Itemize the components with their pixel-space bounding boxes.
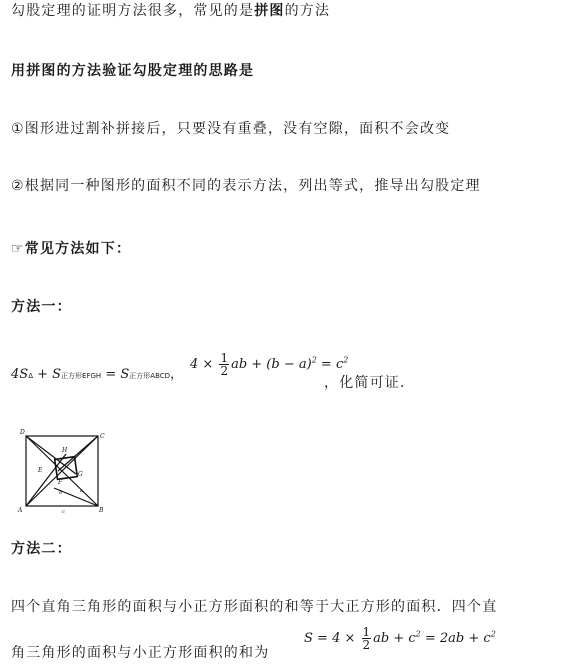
eq1-sub2: 正方形ABCD (129, 372, 171, 380)
method-one-equation-1 (11, 363, 183, 382)
eq1-left: 4S (11, 367, 29, 382)
label-D: D (20, 429, 25, 436)
method-one-heading: 方法一： (11, 299, 72, 315)
eq2-frac-num: 1 (220, 351, 229, 365)
eq2-sup2: 2 (343, 355, 349, 365)
m2-eq-end: = 2ab + c (420, 631, 491, 646)
eq1-plus: + S (32, 367, 62, 382)
eq1-sub1: 正方形EFGH (61, 372, 102, 380)
m2-eq-frac-den: 2 (362, 638, 371, 652)
label-C: C (100, 433, 105, 440)
eq2-prefix: 4 × (190, 357, 218, 372)
m2-eq-sup1: 2 (415, 629, 421, 639)
m2-eq-mid: ab + c (373, 631, 416, 646)
method-two-line-1: 四个直角三角形的面积与小正方形面积的和等于大正方形的面积．四个直 (11, 599, 498, 615)
eq2-fraction (219, 352, 229, 377)
point-1: ①图形进过割补拼接后，只要没有重叠，没有空隙，面积不会改变 (11, 121, 451, 137)
method-one-conclusion: ，化简可证． (324, 375, 416, 391)
eq2-frac-den: 2 (220, 364, 229, 378)
label-a: a (80, 488, 83, 494)
m2-eq-sup2: 2 (490, 629, 496, 639)
eq1-equals: = S (101, 367, 130, 382)
eq1-triangle-sub: Δ (28, 372, 33, 380)
eq2-sup: 2 (311, 355, 317, 365)
intro-emphasis: 拼图 (254, 3, 285, 19)
method-two-heading: 方法二： (11, 541, 72, 557)
label-G: G (78, 471, 83, 478)
intro-line (11, 2, 330, 20)
common-methods-heading: ☞常见方法如下： (11, 241, 132, 257)
eq2-suffix: ab + (b − a) (231, 357, 312, 372)
intro-suffix: 的方法 (284, 3, 331, 19)
label-F: F (58, 479, 63, 486)
idea-heading: 用拼图的方法验证勾股定理的思路是 (11, 63, 255, 79)
method-one-figure (14, 426, 114, 518)
m2-eq-frac-num: 1 (362, 625, 371, 639)
line-d-g (26, 436, 76, 474)
eq2-eq: = c (316, 357, 344, 372)
intro-prefix: 勾股定理的证明方法很多，常见的是 (11, 3, 255, 19)
label-H: H (62, 447, 68, 454)
m2-eq-prefix: S = 4 × (304, 631, 360, 646)
m2-eq-fraction (362, 626, 372, 651)
method-two-line-2: 角三角形的面积与小正方形面积的和为 (11, 645, 270, 661)
point-2: ②根据同一种图形的面积不同的表示方法，列出等式，推导出勾股定理 (11, 178, 481, 194)
label-A: A (18, 507, 23, 514)
label-b: b (59, 490, 63, 496)
label-c: c (62, 509, 65, 515)
label-B: B (99, 507, 104, 514)
method-two-equation (304, 626, 496, 651)
eq1-comma: ， (170, 367, 184, 382)
label-E: E (38, 467, 43, 474)
